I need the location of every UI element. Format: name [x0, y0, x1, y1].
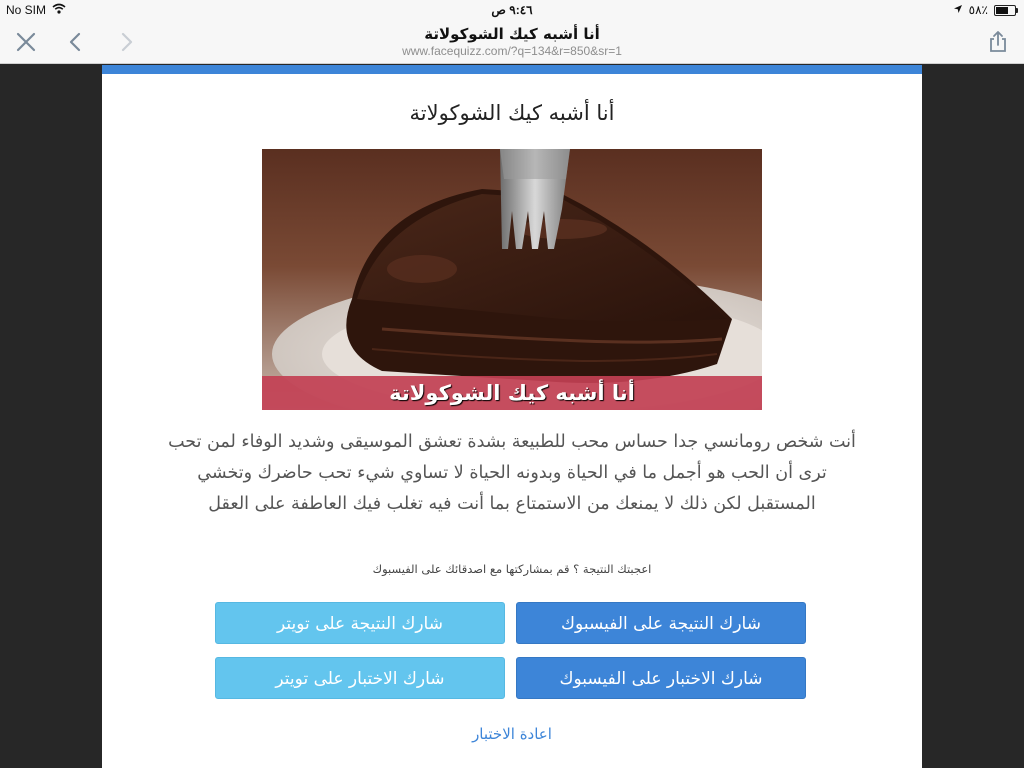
result-line: المستقبل لكن ذلك لا يمنعك من الاستمتاع بما أنت فيه تغلب فيك العاطفة على العقل: [208, 494, 816, 514]
result-line: أنت شخص رومانسي جدا حساس محب للطبيعة بشدة تعشق الموسيقى وشديد الوفاء لمن تحب: [168, 432, 856, 452]
nav-title-block: [200, 25, 824, 58]
image-caption: أنا أشبه كيك الشوكولاتة: [262, 376, 762, 410]
result-line: ترى أن الحب هو أجمل ما في الحياة وبدونه الحياة لا تساوي شيء تحب حاضرك وتخشي: [197, 463, 827, 483]
share-result-twitter-button[interactable]: شارك النتيجة على تويتر: [215, 602, 505, 644]
status-time: ٩:٤٦ ص: [491, 3, 533, 17]
result-description: [152, 427, 872, 520]
share-result-facebook-button[interactable]: شارك النتيجة على الفيسبوك: [516, 602, 806, 644]
chocolate-cake-illustration: [262, 149, 762, 410]
retake-quiz-link[interactable]: اعادة الاختبار: [472, 725, 552, 743]
close-icon[interactable]: [14, 30, 38, 54]
location-arrow-icon: [953, 3, 963, 17]
result-image: [262, 149, 762, 410]
result-title: أنا أشبه كيك الشوكولاتة: [409, 101, 615, 125]
status-right: [953, 3, 1016, 17]
battery-icon: [994, 5, 1016, 16]
forward-icon[interactable]: [114, 30, 138, 54]
page-title: أنا أشبه كيك الشوكولاتة: [424, 25, 600, 43]
share-prompt: اعجبتك النتيجة ؟ قم بمشاركتها مع اصدقائك على الفيسبوك: [372, 562, 652, 576]
quiz-result-card: [102, 65, 922, 768]
share-icon[interactable]: [986, 30, 1010, 54]
battery-level: [996, 7, 1008, 14]
carrier-label: No SIM: [6, 3, 47, 17]
share-quiz-facebook-button[interactable]: شارك الاختبار على الفيسبوك: [516, 657, 806, 699]
status-bar: [0, 0, 1024, 20]
battery-percent: ٥٨٪: [968, 3, 988, 17]
browser-nav-bar: [0, 20, 1024, 64]
page-url[interactable]: www.facequizz.com/?q=134&r=850&sr=1: [402, 44, 622, 58]
share-quiz-twitter-button[interactable]: شارك الاختبار على تويتر: [215, 657, 505, 699]
back-icon[interactable]: [64, 30, 88, 54]
card-accent-bar: [102, 65, 922, 74]
